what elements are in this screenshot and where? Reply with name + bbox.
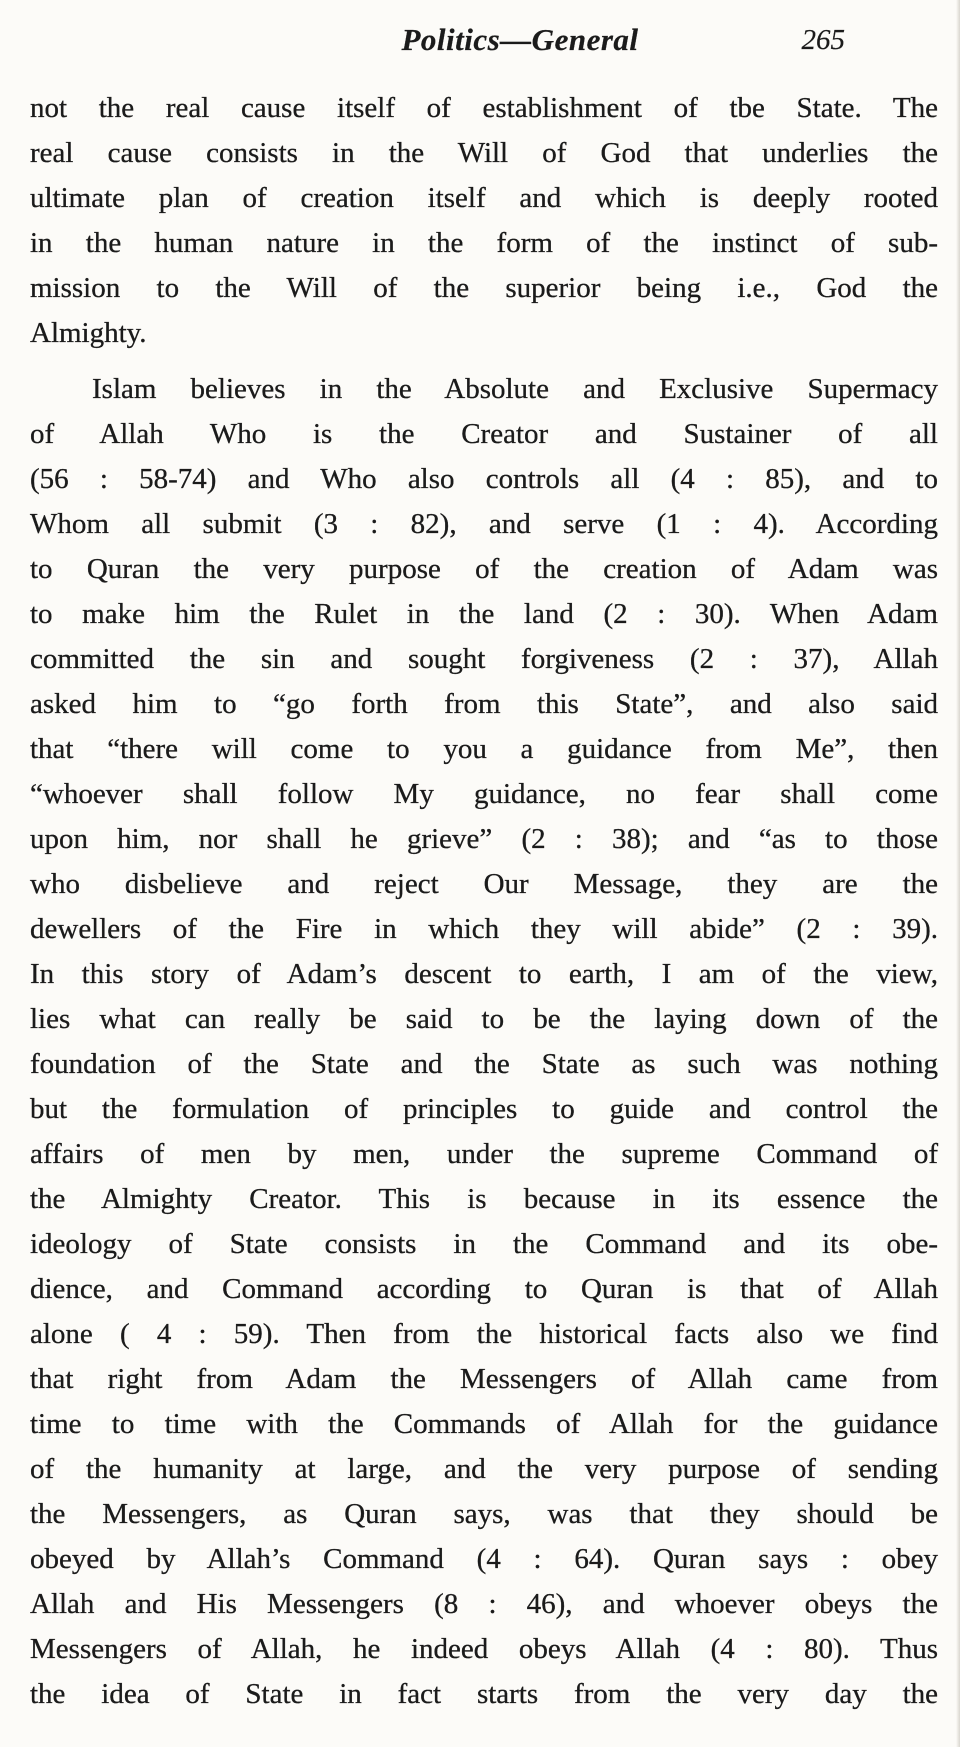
- text-line: “whoever shall follow My guidance, no fear shall come: [30, 778, 938, 810]
- text-line: ultimate plan of creation itself and which is deeply rooted: [30, 182, 938, 214]
- paragraph: [30, 367, 938, 1717]
- text-line: foundation of the State and the State as such was nothing: [30, 1048, 938, 1080]
- text-line: not the real cause itself of establishment of tbe State. The: [30, 92, 938, 124]
- text-line: (56 : 58-74) and Who also controls all (4 : 85), and to: [30, 463, 938, 495]
- text-line: to make him the Rulet in the land (2 : 30). When Adam: [30, 598, 938, 630]
- text-line: in the human nature in the form of the instinct of sub-: [30, 227, 938, 259]
- scan-edge-shadow: [956, 0, 960, 1747]
- text-line: of Allah Who is the Creator and Sustainer of all: [30, 418, 938, 450]
- page-header: [0, 22, 960, 70]
- text-line: Almighty.: [30, 317, 147, 349]
- text-line: time to time with the Commands of Allah for the guidance: [30, 1408, 938, 1440]
- text-line: Messengers of Allah, he indeed obeys Allah (4 : 80). Thus: [30, 1633, 938, 1665]
- text-line: the idea of State in fact starts from the very day the: [30, 1678, 938, 1710]
- text-line: obeyed by Allah’s Command (4 : 64). Quran says : obey: [30, 1543, 938, 1575]
- text-line: lies what can really be said to be the laying down of the: [30, 1003, 938, 1035]
- text-line: that right from Adam the Messengers of Allah came from: [30, 1363, 938, 1395]
- text-line: real cause consists in the Will of God that underlies the: [30, 137, 938, 169]
- text-line: the Messengers, as Quran says, was that they should be: [30, 1498, 938, 1530]
- text-line: to Quran the very purpose of the creation of Adam was: [30, 553, 938, 585]
- text-line: Whom all submit (3 : 82), and serve (1 : 4). According: [30, 508, 938, 540]
- text-line: dewellers of the Fire in which they will abide” (2 : 39).: [30, 913, 938, 945]
- running-header-title: Politics—General: [401, 22, 639, 57]
- text-line: that “there will come to you a guidance from Me”, then: [30, 733, 938, 765]
- paragraph: [30, 86, 938, 356]
- page-body: [30, 86, 938, 1717]
- text-line: alone ( 4 : 59). Then from the historical facts also we find: [30, 1318, 938, 1350]
- text-line: committed the sin and sought forgiveness (2 : 37), Allah: [30, 643, 938, 675]
- text-line: upon him, nor shall he grieve” (2 : 38); and “as to those: [30, 823, 938, 855]
- page-number: 265: [801, 24, 845, 56]
- text-line: but the formulation of principles to guide and control the: [30, 1093, 938, 1125]
- text-line: mission to the Will of the superior being i.e., God the: [30, 272, 938, 304]
- text-line: dience, and Command according to Quran is that of Allah: [30, 1273, 938, 1305]
- text-line: of the humanity at large, and the very purpose of sending: [30, 1453, 938, 1485]
- text-line: who disbelieve and reject Our Message, they are the: [30, 868, 938, 900]
- text-line: Islam believes in the Absolute and Exclusive Supermacy: [92, 373, 938, 405]
- text-line: ideology of State consists in the Command and its obe-: [30, 1228, 938, 1260]
- text-line: affairs of men by men, under the supreme Command of: [30, 1138, 938, 1170]
- text-line: the Almighty Creator. This is because in its essence the: [30, 1183, 938, 1215]
- text-line: asked him to “go forth from this State”, and also said: [30, 688, 938, 720]
- text-line: Allah and His Messengers (8 : 46), and whoever obeys the: [30, 1588, 938, 1620]
- text-line: In this story of Adam’s descent to earth, I am of the view,: [30, 958, 938, 990]
